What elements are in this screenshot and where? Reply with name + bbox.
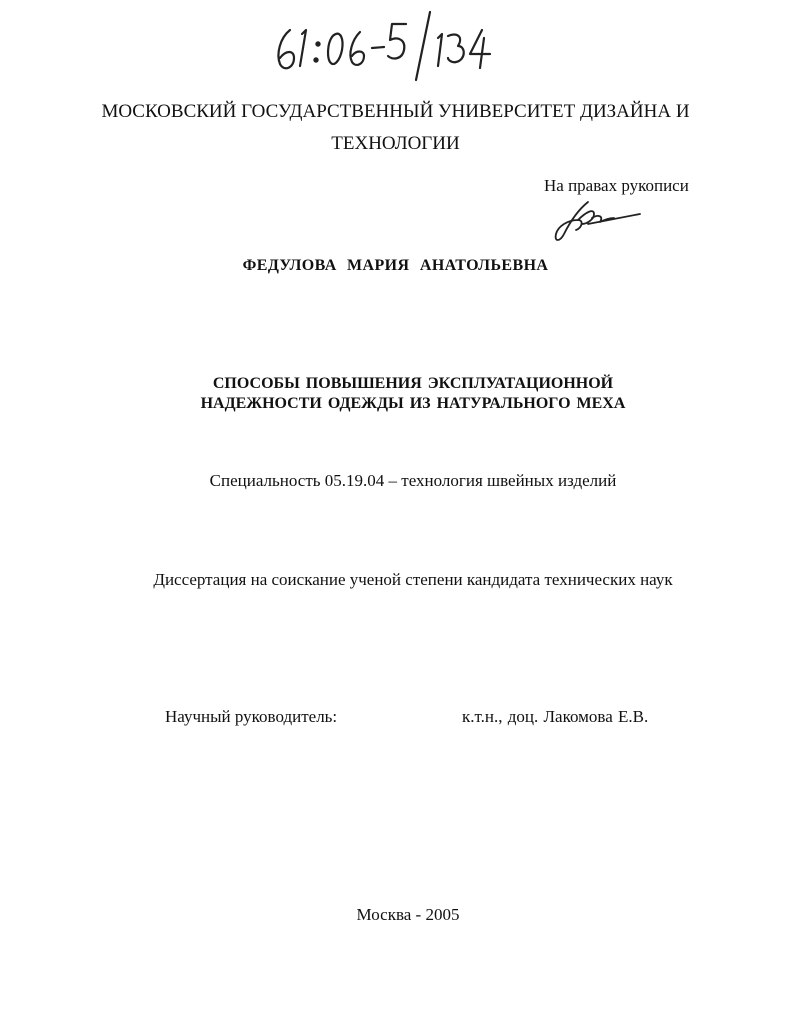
dissertation-title <box>0 374 791 414</box>
university-name <box>0 96 791 160</box>
handwritten-archive-code <box>268 4 508 84</box>
advisor-name: к.т.н., доц. Лакомова Е.В. <box>462 707 649 726</box>
title-line-2: НАДЕЖНОСТИ ОДЕЖДЫ ИЗ НАТУРАЛЬНОГО МЕХА <box>200 395 626 412</box>
city-year: Москва - 2005 <box>356 905 460 924</box>
university-line-2: ТЕХНОЛОГИИ <box>331 133 460 154</box>
dissertation-type: Диссертация на соискание ученой степени кандидата технических наук <box>153 570 673 589</box>
title-line-1: СПОСОБЫ ПОВЫШЕНИЯ ЭКСПЛУАТАЦИОННОЙ <box>212 375 614 392</box>
rights-note: На правах рукописи <box>544 176 689 195</box>
specialty-line: Специальность 05.19.04 – технология швейных изделий <box>209 471 617 490</box>
handwritten-signature <box>548 198 648 246</box>
university-line-1: МОСКОВСКИЙ ГОСУДАРСТВЕННЫЙ УНИВЕРСИТЕТ ДИЗАЙНА И <box>101 101 690 122</box>
author-name: ФЕДУЛОВА МАРИЯ АНАТОЛЬЕВНА <box>242 257 549 274</box>
advisor-label: Научный руководитель: <box>165 707 338 726</box>
